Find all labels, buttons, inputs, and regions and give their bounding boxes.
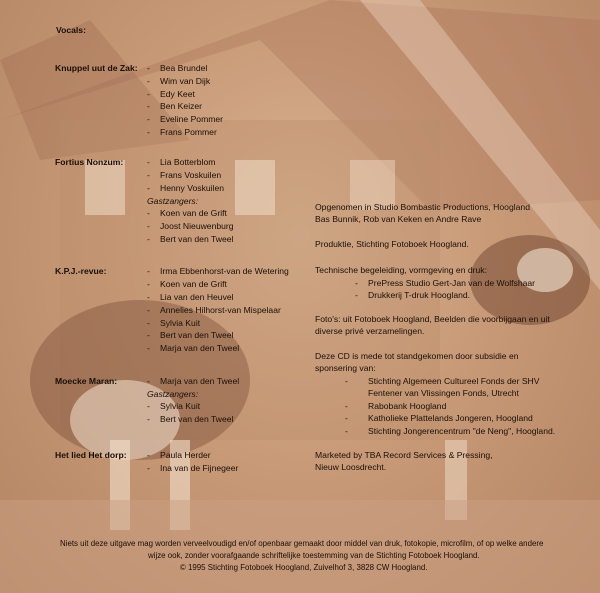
marketed-line: Marketed by TBA Record Services & Pressing, [315, 450, 493, 460]
member-name: Henny Voskuilen [160, 183, 225, 193]
copyright-line: © 1995 Stichting Fotoboek Hoogland, Zuivelhof 3, 3828 CW Hoogland. [180, 563, 428, 572]
dash: - [147, 208, 150, 218]
dash: - [345, 426, 348, 436]
technical-item: PrePress Studio Gert-Jan van de Wolfshaar [368, 278, 536, 288]
member-name: Marja van den Tweel [160, 376, 240, 386]
member-name: Edy Keet [160, 89, 195, 99]
dash: - [345, 413, 348, 423]
recorded-line: Bas Bunnik, Rob van Keken en Andre Rave [315, 214, 482, 224]
sponsor-item: Stichting Algemeen Cultureel Fonds der SHV [368, 376, 540, 386]
member-name: Bea Brundel [160, 63, 208, 73]
guest-label: Gastzangers: [147, 389, 199, 399]
dash: - [147, 343, 150, 353]
dash: - [345, 376, 348, 386]
subsidy-line: sponsering van: [315, 363, 376, 373]
guest-name: Bert van den Tweel [160, 234, 234, 244]
dash: - [147, 157, 150, 167]
group-name: Het lied Het dorp: [55, 450, 127, 460]
dash: - [147, 292, 150, 302]
dash: - [147, 221, 150, 231]
sponsor-item: Rabobank Hoogland [368, 401, 447, 411]
dash: - [147, 266, 150, 276]
dash: - [147, 76, 150, 86]
dash: - [147, 463, 150, 473]
photos-line: Foto's: uit Fotoboek Hoogland, Beelden die voorbijgaan en uit [315, 314, 550, 324]
recorded-line: Opgenomen in Studio Bombastic Productions, Hoogland [315, 202, 530, 212]
guest-name: Joost Nieuwenburg [160, 221, 234, 231]
technical-heading: Technische begeleiding, vormgeving en druk: [315, 265, 487, 275]
guest-name: Sylvia Kuit [160, 401, 201, 411]
guest-label: Gastzangers: [147, 196, 199, 206]
sponsor-item: Katholieke Plattelands Jongeren, Hoogland [368, 413, 533, 423]
technical-item: Drukkerij T-druk Hoogland. [368, 290, 471, 300]
member-name: Sylvia Kuit [160, 318, 201, 328]
dash: - [355, 290, 358, 300]
dash: - [147, 183, 150, 193]
member-name: Wim van Dijk [160, 76, 211, 86]
dash: - [147, 63, 150, 73]
dash: - [147, 330, 150, 340]
member-name: Frans Voskuilen [160, 170, 222, 180]
dash: - [355, 278, 358, 288]
dash: - [147, 401, 150, 411]
dash: - [147, 114, 150, 124]
dash: - [147, 450, 150, 460]
copyright-notice: wijze ook, zonder voorafgaande schriftelijke toestemming van de Stichting Fotoboek Hoogland. [148, 551, 480, 560]
dash: - [147, 376, 150, 386]
dash: - [345, 401, 348, 411]
member-name: Paula Herder [160, 450, 211, 460]
member-name: Frans Pommer [160, 127, 217, 137]
member-name: Eveline Pommer [160, 114, 224, 124]
copyright-notice: Niets uit deze uitgave mag worden verveelvoudigd en/of openbaar gemaakt door middel van druk, fotokopie, microfilm, of op welke andere [60, 539, 544, 548]
member-name: Lia van den Heuvel [160, 292, 234, 302]
photos-line: diverse privé verzamelingen. [315, 326, 425, 336]
dash: - [147, 101, 150, 111]
dash: - [147, 305, 150, 315]
member-name: Bert van den Tweel [160, 330, 234, 340]
dash: - [147, 279, 150, 289]
subsidy-line: Deze CD is mede tot standgekomen door subsidie en [315, 351, 519, 361]
group-name: Knuppel uut de Zak: [55, 63, 138, 73]
member-name: Koen van de Grift [160, 279, 227, 289]
marketed-line: Nieuw Loosdrecht. [315, 462, 387, 472]
group-name: K.P.J.-revue: [55, 266, 107, 276]
dash: - [147, 414, 150, 424]
dash: - [147, 127, 150, 137]
group-name: Fortius Nonzum: [55, 157, 124, 167]
group-name: Moecke Maran: [55, 376, 118, 386]
sponsor-item: Stichting Jongerencentrum "de Neng", Hoogland. [368, 426, 556, 436]
member-name: Irma Ebbenhorst-van de Wetering [160, 266, 289, 276]
member-name: Ben Keizer [160, 101, 203, 111]
member-name: Annelies Hilhorst-van Mispelaar [160, 305, 281, 315]
dash: - [147, 318, 150, 328]
sponsor-item: Fentener van Vlissingen Fonds, Utrecht [368, 388, 519, 398]
guest-name: Koen van de Grift [160, 208, 227, 218]
dash: - [147, 89, 150, 99]
dash: - [147, 170, 150, 180]
dash: - [147, 234, 150, 244]
guest-name: Bert van den Tweel [160, 414, 234, 424]
vocals-heading: Vocals: [56, 25, 86, 35]
member-name: Ina van de Fijnegeer [160, 463, 239, 473]
production-line: Produktie, Stichting Fotoboek Hoogland. [315, 239, 469, 249]
member-name: Lia Botterblom [160, 157, 216, 167]
member-name: Marja van den Tweel [160, 343, 240, 353]
